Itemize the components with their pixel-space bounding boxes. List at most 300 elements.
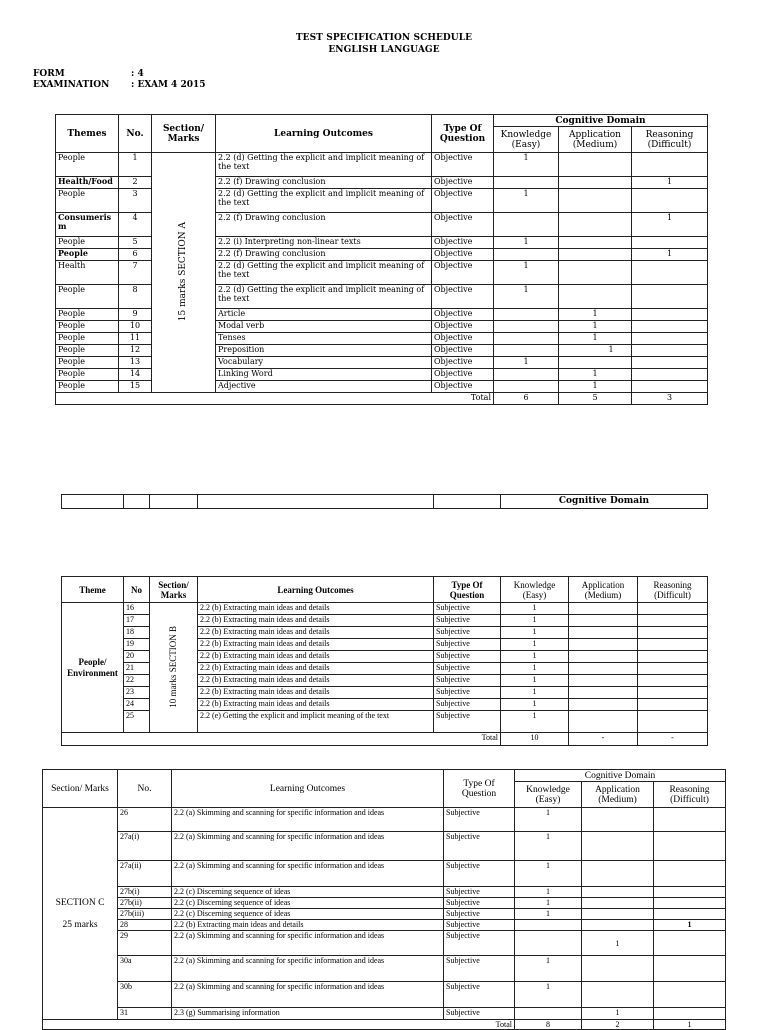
- reasoning-cell: [632, 153, 708, 177]
- application-cell: 1: [559, 369, 632, 381]
- reasoning-cell: [632, 321, 708, 333]
- knowledge-cell: [515, 1008, 582, 1020]
- table-row: [43, 1008, 726, 1020]
- section-a-cell: [152, 153, 216, 393]
- lo-cell: 2.2 (f) Drawing conclusion: [216, 249, 432, 261]
- total-knowledge: 6: [494, 393, 559, 405]
- type-cell: Subjective: [434, 627, 501, 639]
- total-knowledge: 10: [501, 733, 569, 746]
- application-cell: [569, 687, 638, 699]
- knowledge-cell: [494, 213, 559, 237]
- knowledge-cell: 1: [501, 615, 569, 627]
- header-application: Application (Medium): [559, 127, 632, 153]
- reasoning-cell: [632, 369, 708, 381]
- application-cell: [582, 832, 654, 861]
- knowledge-cell: [494, 321, 559, 333]
- application-cell: [569, 615, 638, 627]
- reasoning-cell: [654, 956, 726, 982]
- application-cell: [582, 861, 654, 887]
- reasoning-cell: [638, 675, 708, 687]
- knowledge-cell: [494, 177, 559, 189]
- lo-cell: 2.2 (a) Skimming and scanning for specific information and ideas: [172, 982, 444, 1008]
- type-cell: Subjective: [444, 956, 515, 982]
- reasoning-cell: [632, 189, 708, 213]
- section-b-label: 10 marks SECTION B: [168, 625, 178, 708]
- type-cell: Objective: [432, 249, 494, 261]
- type-cell: Subjective: [434, 687, 501, 699]
- reasoning-cell: [654, 931, 726, 956]
- total-knowledge: 8: [515, 1020, 582, 1030]
- lo-cell: 2.2 (b) Extracting main ideas and details: [198, 663, 434, 675]
- total-application: 2: [582, 1020, 654, 1030]
- application-cell: 1: [559, 309, 632, 321]
- theme-cell: People: [56, 333, 119, 345]
- lo-cell: 2.2 (c) Discerning sequence of ideas: [172, 909, 444, 920]
- lo-cell: 2.2 (d) Getting the explicit and implicit meaning of the text: [216, 285, 432, 309]
- reasoning-cell: [654, 909, 726, 920]
- lo-cell: 2.2 (c) Discerning sequence of ideas: [172, 887, 444, 898]
- type-cell: Objective: [432, 357, 494, 369]
- header-application: Application (Medium): [569, 577, 638, 603]
- section-c-cell: [43, 808, 118, 1020]
- knowledge-cell: 1: [494, 261, 559, 285]
- application-cell: 1: [559, 345, 632, 357]
- lo-cell: 2.2 (a) Skimming and scanning for specific information and ideas: [172, 931, 444, 956]
- reasoning-cell: [638, 711, 708, 733]
- application-cell: [559, 237, 632, 249]
- application-cell: [569, 699, 638, 711]
- total-label: Total: [43, 1020, 515, 1030]
- reasoning-cell: 1: [632, 213, 708, 237]
- knowledge-cell: 1: [515, 808, 582, 832]
- type-cell: Objective: [432, 369, 494, 381]
- lo-cell: Article: [216, 309, 432, 321]
- header-type: Type Of Question: [432, 115, 494, 153]
- theme-cell: Health/Food: [56, 177, 119, 189]
- theme-cell: People: [56, 237, 119, 249]
- no-cell: 27b(i): [118, 887, 172, 898]
- no-cell: 14: [119, 369, 152, 381]
- header-learning-outcomes: Learning Outcomes: [172, 770, 444, 808]
- knowledge-cell: 1: [501, 627, 569, 639]
- lo-cell: Modal verb: [216, 321, 432, 333]
- no-cell: 18: [124, 627, 150, 639]
- lo-cell: 2.2 (f) Drawing conclusion: [216, 177, 432, 189]
- type-cell: Objective: [432, 237, 494, 249]
- table-row: [43, 808, 726, 832]
- application-cell: [569, 663, 638, 675]
- empty-cell: [150, 495, 198, 509]
- knowledge-cell: [494, 381, 559, 393]
- type-cell: Subjective: [434, 711, 501, 733]
- knowledge-cell: 1: [515, 898, 582, 909]
- lo-cell: 2.2 (a) Skimming and scanning for specific information and ideas: [172, 808, 444, 832]
- table-row: [43, 956, 726, 982]
- lo-cell: 2.3 (g) Summarising information: [172, 1008, 444, 1020]
- header-reasoning: Reasoning (Difficult): [638, 577, 708, 603]
- lo-cell: 2.2 (a) Skimming and scanning for specific information and ideas: [172, 861, 444, 887]
- total-row: [62, 733, 708, 746]
- no-cell: 27a(ii): [118, 861, 172, 887]
- theme-cell: Health: [56, 261, 119, 285]
- no-cell: 2: [119, 177, 152, 189]
- lo-cell: 2.2 (d) Getting the explicit and implicit meaning of the text: [216, 153, 432, 177]
- type-cell: Subjective: [434, 651, 501, 663]
- header-learning-outcomes: Learning Outcomes: [216, 115, 432, 153]
- application-cell: [569, 711, 638, 733]
- type-cell: Subjective: [434, 699, 501, 711]
- lo-cell: 2.2 (i) Interpreting non-linear texts: [216, 237, 432, 249]
- section-b-table: [61, 576, 708, 746]
- reasoning-cell: [638, 627, 708, 639]
- theme-cell: People: [56, 357, 119, 369]
- knowledge-cell: 1: [494, 357, 559, 369]
- lo-cell: 2.2 (b) Extracting main ideas and details: [198, 699, 434, 711]
- application-cell: [582, 898, 654, 909]
- reasoning-cell: 1: [654, 920, 726, 931]
- knowledge-cell: 1: [501, 603, 569, 615]
- type-cell: Subjective: [444, 898, 515, 909]
- empty-cell: [124, 495, 150, 509]
- application-cell: [569, 603, 638, 615]
- type-cell: Objective: [432, 333, 494, 345]
- reasoning-cell: [638, 639, 708, 651]
- application-cell: 1: [559, 381, 632, 393]
- theme-cell: People: [56, 321, 119, 333]
- knowledge-cell: 1: [494, 237, 559, 249]
- type-cell: Objective: [432, 213, 494, 237]
- table-row: [43, 982, 726, 1008]
- header-learning-outcomes: Learning Outcomes: [198, 577, 434, 603]
- application-cell: [582, 808, 654, 832]
- no-cell: 27b(iii): [118, 909, 172, 920]
- application-cell: [569, 639, 638, 651]
- lo-cell: 2.2 (d) Getting the explicit and implicit meaning of the text: [216, 189, 432, 213]
- header-knowledge: Knowledge (Easy): [501, 577, 569, 603]
- type-cell: Objective: [432, 153, 494, 177]
- knowledge-cell: 1: [501, 663, 569, 675]
- application-cell: [559, 189, 632, 213]
- empty-cell: [198, 495, 434, 509]
- knowledge-cell: 1: [515, 909, 582, 920]
- header-no: No: [124, 577, 150, 603]
- no-cell: 12: [119, 345, 152, 357]
- reasoning-cell: [654, 1008, 726, 1020]
- no-cell: 24: [124, 699, 150, 711]
- type-cell: Objective: [432, 345, 494, 357]
- application-cell: 1: [582, 1008, 654, 1020]
- header-knowledge: Knowledge (Easy): [494, 127, 559, 153]
- lo-cell: 2.2 (a) Skimming and scanning for specific information and ideas: [172, 956, 444, 982]
- type-cell: Objective: [432, 261, 494, 285]
- section-a-table: [55, 114, 708, 405]
- no-cell: 13: [119, 357, 152, 369]
- header-no: No.: [118, 770, 172, 808]
- doc-subtitle: ENGLISH LANGUAGE: [328, 45, 440, 55]
- reasoning-cell: [632, 381, 708, 393]
- exam-value: : EXAM 4 2015: [131, 80, 206, 90]
- type-cell: Subjective: [444, 920, 515, 931]
- table-row: [43, 898, 726, 909]
- no-cell: 30a: [118, 956, 172, 982]
- reasoning-cell: [632, 357, 708, 369]
- no-cell: 9: [119, 309, 152, 321]
- no-cell: 11: [119, 333, 152, 345]
- no-cell: 28: [118, 920, 172, 931]
- application-cell: 1: [559, 321, 632, 333]
- table-row: [62, 603, 708, 615]
- total-reasoning: 1: [654, 1020, 726, 1030]
- reasoning-cell: [654, 982, 726, 1008]
- reasoning-cell: 1: [632, 177, 708, 189]
- type-cell: Subjective: [444, 909, 515, 920]
- no-cell: 21: [124, 663, 150, 675]
- no-cell: 4: [119, 213, 152, 237]
- no-cell: 16: [124, 603, 150, 615]
- knowledge-cell: [494, 309, 559, 321]
- reasoning-cell: [654, 832, 726, 861]
- total-row: [56, 393, 708, 405]
- no-cell: 19: [124, 639, 150, 651]
- reasoning-cell: [654, 861, 726, 887]
- type-cell: Subjective: [444, 982, 515, 1008]
- type-cell: Objective: [432, 381, 494, 393]
- knowledge-cell: [494, 249, 559, 261]
- reasoning-cell: [632, 309, 708, 321]
- table-row: [43, 832, 726, 861]
- type-cell: Subjective: [444, 832, 515, 861]
- lo-cell: 2.2 (b) Extracting main ideas and details: [198, 639, 434, 651]
- section-c-label: SECTION C: [55, 897, 105, 908]
- type-cell: Objective: [432, 285, 494, 309]
- exam-label: EXAMINATION: [33, 80, 110, 90]
- no-cell: 27a(i): [118, 832, 172, 861]
- table-row: [56, 153, 708, 177]
- table-row: [43, 931, 726, 956]
- theme-cell: People: [56, 189, 119, 213]
- empty-cell: [434, 495, 501, 509]
- total-application: -: [569, 733, 638, 746]
- type-cell: Subjective: [444, 808, 515, 832]
- lo-cell: Preposition: [216, 345, 432, 357]
- no-cell: 5: [119, 237, 152, 249]
- lo-cell: 2.2 (b) Extracting main ideas and details: [172, 920, 444, 931]
- type-cell: Subjective: [434, 675, 501, 687]
- no-cell: 22: [124, 675, 150, 687]
- table-row: [43, 909, 726, 920]
- lo-cell: 2.2 (c) Discerning sequence of ideas: [172, 898, 444, 909]
- total-reasoning: 3: [632, 393, 708, 405]
- fragment-table: [61, 494, 708, 509]
- table-row: [43, 920, 726, 931]
- total-reasoning: -: [638, 733, 708, 746]
- theme-cell: Consumerism: [56, 213, 119, 237]
- knowledge-cell: 1: [515, 861, 582, 887]
- knowledge-cell: 1: [515, 956, 582, 982]
- reasoning-cell: 1: [632, 249, 708, 261]
- no-cell: 31: [118, 1008, 172, 1020]
- reasoning-cell: [632, 333, 708, 345]
- knowledge-cell: 1: [494, 285, 559, 309]
- type-cell: Subjective: [444, 1008, 515, 1020]
- header-section: Section/ Marks: [150, 577, 198, 603]
- reasoning-cell: [632, 261, 708, 285]
- lo-cell: 2.2 (b) Extracting main ideas and details: [198, 675, 434, 687]
- reasoning-cell: [638, 615, 708, 627]
- lo-cell: 2.2 (d) Getting the explicit and implicit meaning of the text: [216, 261, 432, 285]
- total-label: Total: [56, 393, 494, 405]
- no-cell: 10: [119, 321, 152, 333]
- lo-cell: 2.2 (b) Extracting main ideas and details: [198, 651, 434, 663]
- header-type: Type Of Question: [444, 770, 515, 808]
- lo-cell: Vocabulary: [216, 357, 432, 369]
- type-cell: Objective: [432, 321, 494, 333]
- knowledge-cell: 1: [501, 675, 569, 687]
- section-c-table: [42, 769, 726, 1030]
- header-application: Application (Medium): [582, 782, 654, 808]
- no-cell: 25: [124, 711, 150, 733]
- knowledge-cell: [515, 920, 582, 931]
- reasoning-cell: [654, 808, 726, 832]
- no-cell: 26: [118, 808, 172, 832]
- reasoning-cell: [632, 237, 708, 249]
- total-row: [43, 1020, 726, 1030]
- header-theme: Theme: [62, 577, 124, 603]
- reasoning-cell: [638, 699, 708, 711]
- lo-cell: Linking Word: [216, 369, 432, 381]
- theme-cell: People: [56, 249, 119, 261]
- application-cell: [569, 651, 638, 663]
- type-cell: Subjective: [434, 663, 501, 675]
- type-cell: Objective: [432, 189, 494, 213]
- knowledge-cell: [515, 931, 582, 956]
- application-cell: [559, 177, 632, 189]
- total-application: 5: [559, 393, 632, 405]
- table-row: [43, 861, 726, 887]
- no-cell: 17: [124, 615, 150, 627]
- lo-cell: 2.2 (b) Extracting main ideas and details: [198, 615, 434, 627]
- header-knowledge: Knowledge (Easy): [515, 782, 582, 808]
- application-cell: [582, 956, 654, 982]
- type-cell: Subjective: [444, 931, 515, 956]
- no-cell: 3: [119, 189, 152, 213]
- theme-cell: People: [56, 381, 119, 393]
- section-b-cell: [150, 603, 198, 733]
- no-cell: 6: [119, 249, 152, 261]
- application-cell: [559, 213, 632, 237]
- knowledge-cell: [494, 369, 559, 381]
- theme-cell: People/ Environment: [62, 603, 124, 733]
- application-cell: [559, 153, 632, 177]
- type-cell: Subjective: [444, 861, 515, 887]
- no-cell: 29: [118, 931, 172, 956]
- application-cell: [582, 887, 654, 898]
- lo-cell: 2.2 (b) Extracting main ideas and details: [198, 603, 434, 615]
- no-cell: 30b: [118, 982, 172, 1008]
- reasoning-cell: [654, 898, 726, 909]
- knowledge-cell: 1: [494, 189, 559, 213]
- section-a-label: 15 marks SECTION A: [178, 221, 188, 322]
- form-value: : 4: [131, 69, 144, 79]
- no-cell: 23: [124, 687, 150, 699]
- reasoning-cell: [638, 663, 708, 675]
- theme-cell: People: [56, 345, 119, 357]
- total-label: Total: [62, 733, 501, 746]
- doc-title: TEST SPECIFICATION SCHEDULE: [295, 33, 473, 43]
- reasoning-cell: [638, 651, 708, 663]
- lo-cell: Tenses: [216, 333, 432, 345]
- knowledge-cell: 1: [515, 887, 582, 898]
- reasoning-cell: [654, 887, 726, 898]
- application-cell: [559, 285, 632, 309]
- header-cognitive-domain: Cognitive Domain: [494, 115, 708, 127]
- empty-cell: [62, 495, 124, 509]
- type-cell: Subjective: [444, 887, 515, 898]
- theme-cell: People: [56, 285, 119, 309]
- reasoning-cell: [638, 603, 708, 615]
- theme-cell: People: [56, 153, 119, 177]
- header-type: Type Of Question: [434, 577, 501, 603]
- reasoning-cell: [632, 285, 708, 309]
- knowledge-cell: 1: [515, 982, 582, 1008]
- application-cell: [582, 920, 654, 931]
- knowledge-cell: 1: [501, 699, 569, 711]
- type-cell: Objective: [432, 177, 494, 189]
- application-cell: 1: [582, 931, 654, 956]
- lo-cell: 2.2 (b) Extracting main ideas and details: [198, 687, 434, 699]
- no-cell: 7: [119, 261, 152, 285]
- header-section: Section/ Marks: [152, 115, 216, 153]
- application-cell: 1: [559, 333, 632, 345]
- no-cell: 20: [124, 651, 150, 663]
- form-label: FORM: [33, 69, 65, 79]
- knowledge-cell: 1: [501, 711, 569, 733]
- no-cell: 15: [119, 381, 152, 393]
- no-cell: 27b(ii): [118, 898, 172, 909]
- knowledge-cell: 1: [501, 639, 569, 651]
- type-cell: Subjective: [434, 639, 501, 651]
- knowledge-cell: 1: [501, 687, 569, 699]
- lo-cell: Adjective: [216, 381, 432, 393]
- type-cell: Objective: [432, 309, 494, 321]
- header-cognitive-domain: Cognitive Domain: [515, 770, 726, 782]
- theme-cell: People: [56, 369, 119, 381]
- no-cell: 1: [119, 153, 152, 177]
- application-cell: [559, 249, 632, 261]
- table-row: [43, 887, 726, 898]
- header-reasoning: Reasoning (Difficult): [654, 782, 726, 808]
- reasoning-cell: [632, 345, 708, 357]
- header-themes: Themes: [56, 115, 119, 153]
- type-cell: Subjective: [434, 603, 501, 615]
- knowledge-cell: 1: [501, 651, 569, 663]
- application-cell: [582, 909, 654, 920]
- reasoning-cell: [638, 687, 708, 699]
- application-cell: [569, 627, 638, 639]
- knowledge-cell: 1: [515, 832, 582, 861]
- application-cell: [569, 675, 638, 687]
- no-cell: 8: [119, 285, 152, 309]
- lo-cell: 2.2 (f) Drawing conclusion: [216, 213, 432, 237]
- knowledge-cell: 1: [494, 153, 559, 177]
- section-c-marks: 25 marks: [62, 919, 98, 930]
- lo-cell: 2.2 (e) Getting the explicit and implicit meaning of the text: [198, 711, 434, 733]
- application-cell: [582, 982, 654, 1008]
- header-section: Section/ Marks: [43, 770, 118, 808]
- type-cell: Subjective: [434, 615, 501, 627]
- theme-cell: People: [56, 309, 119, 321]
- header-cognitive-domain: Cognitive Domain: [501, 495, 708, 509]
